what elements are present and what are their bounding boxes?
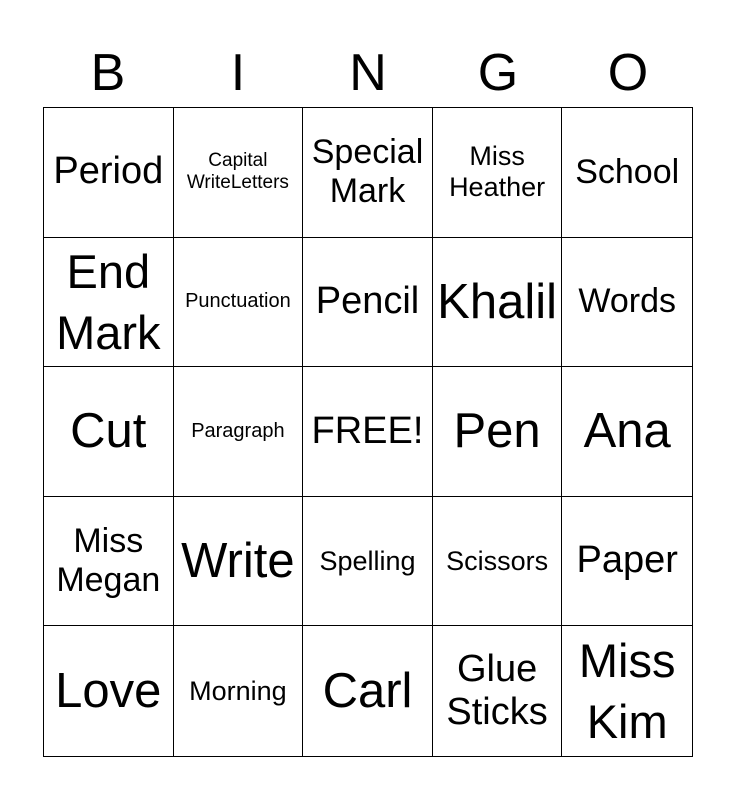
cell-label: Love <box>55 664 162 719</box>
cell-label: School <box>575 152 680 191</box>
bingo-board <box>43 107 693 757</box>
free-space-cell[interactable] <box>303 367 433 497</box>
cell-label: Khalil <box>437 274 558 329</box>
cell-label: Ana <box>583 404 671 459</box>
cell-label: Carl <box>322 664 413 719</box>
cell-label: Words <box>578 282 676 321</box>
bingo-cell[interactable] <box>44 626 174 756</box>
header-letter-g: G <box>477 44 519 102</box>
bingo-cell[interactable] <box>562 238 692 368</box>
cell-label: Glue Sticks <box>446 647 548 734</box>
header-letter-b: B <box>90 44 126 102</box>
free-space-label: FREE! <box>311 409 424 452</box>
bingo-cell[interactable] <box>44 108 174 238</box>
cell-label: Paragraph <box>191 419 285 442</box>
header-letter-o: O <box>607 44 649 102</box>
bingo-cell[interactable] <box>562 108 692 238</box>
cell-label: Cut <box>70 404 147 459</box>
bingo-cell[interactable] <box>433 238 563 368</box>
cell-label: Special Mark <box>311 133 424 211</box>
bingo-cell[interactable] <box>562 626 692 756</box>
cell-label: Spelling <box>319 545 416 576</box>
bingo-cell[interactable] <box>433 626 563 756</box>
cell-label: Scissors <box>446 545 549 576</box>
cell-label: Period <box>53 150 164 193</box>
bingo-cell[interactable] <box>174 108 304 238</box>
cell-label: Morning <box>189 675 287 706</box>
bingo-header <box>43 40 693 106</box>
cell-label: Capital WriteLetters <box>186 150 289 194</box>
bingo-cell[interactable] <box>562 367 692 497</box>
cell-label: Miss Heather <box>449 141 546 203</box>
bingo-cell[interactable] <box>174 238 304 368</box>
bingo-cell[interactable] <box>44 497 174 627</box>
bingo-cell[interactable] <box>44 238 174 368</box>
bingo-cell[interactable] <box>303 108 433 238</box>
cell-label: Pencil <box>315 280 420 323</box>
cell-label: End Mark <box>56 244 161 359</box>
bingo-cell[interactable] <box>303 497 433 627</box>
bingo-cell[interactable] <box>174 497 304 627</box>
bingo-cell[interactable] <box>433 108 563 238</box>
bingo-cell[interactable] <box>562 497 692 627</box>
bingo-cell[interactable] <box>44 367 174 497</box>
cell-label: Miss Megan <box>56 522 161 600</box>
cell-label: Pen <box>453 404 541 459</box>
bingo-cell[interactable] <box>433 367 563 497</box>
header-letter-i: I <box>230 44 246 102</box>
bingo-cell[interactable] <box>174 626 304 756</box>
cell-label: Miss Kim <box>578 634 676 749</box>
bingo-cell[interactable] <box>303 626 433 756</box>
bingo-cell[interactable] <box>303 238 433 368</box>
cell-label: Paper <box>576 539 678 582</box>
bingo-cell[interactable] <box>174 367 304 497</box>
header-letter-n: N <box>349 44 387 102</box>
cell-label: Write <box>181 533 295 588</box>
bingo-cell[interactable] <box>433 497 563 627</box>
cell-label: Punctuation <box>185 290 291 313</box>
